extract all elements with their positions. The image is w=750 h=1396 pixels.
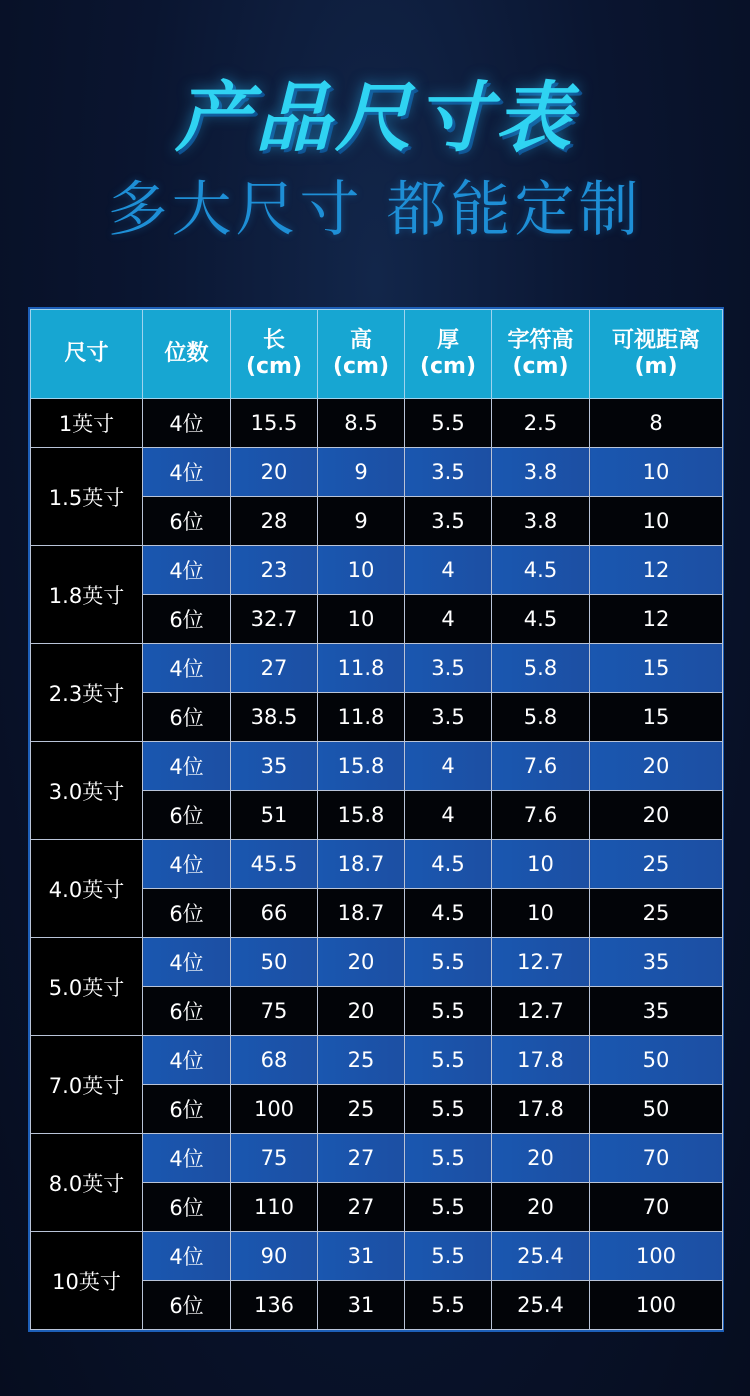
length-cell: 100 — [231, 1085, 318, 1134]
header-height: 高 (cm) — [318, 310, 405, 399]
char-height-cell: 12.7 — [492, 987, 590, 1036]
length-cell: 110 — [231, 1183, 318, 1232]
thickness-cell: 4 — [405, 595, 492, 644]
thickness-cell: 5.5 — [405, 1134, 492, 1183]
thickness-cell: 4 — [405, 546, 492, 595]
length-cell: 66 — [231, 889, 318, 938]
header-digits: 位数 — [143, 310, 231, 399]
height-cell: 27 — [318, 1183, 405, 1232]
char-height-cell: 10 — [492, 889, 590, 938]
length-cell: 38.5 — [231, 693, 318, 742]
digits-cell: 4位 — [143, 1036, 231, 1085]
size-table-container — [28, 307, 724, 1332]
view-distance-cell: 70 — [590, 1134, 723, 1183]
digits-cell: 4位 — [143, 938, 231, 987]
header-char-height: 字符高 (cm) — [492, 310, 590, 399]
view-distance-cell: 70 — [590, 1183, 723, 1232]
size-cell: 7.0英寸 — [31, 1036, 143, 1134]
height-cell: 31 — [318, 1232, 405, 1281]
size-cell: 1英寸 — [31, 399, 143, 448]
height-cell: 15.8 — [318, 791, 405, 840]
thickness-cell: 3.5 — [405, 644, 492, 693]
view-distance-cell: 12 — [590, 546, 723, 595]
char-height-cell: 5.8 — [492, 693, 590, 742]
view-distance-cell: 35 — [590, 938, 723, 987]
view-distance-cell: 15 — [590, 693, 723, 742]
length-cell: 32.7 — [231, 595, 318, 644]
table-body — [31, 399, 723, 1330]
page-title: 产品尺寸表 — [175, 73, 575, 162]
view-distance-cell: 20 — [590, 791, 723, 840]
view-distance-cell: 50 — [590, 1085, 723, 1134]
thickness-cell: 4 — [405, 791, 492, 840]
header-length: 长 (cm) — [231, 310, 318, 399]
thickness-cell: 4.5 — [405, 889, 492, 938]
thickness-cell: 3.5 — [405, 693, 492, 742]
height-cell: 20 — [318, 987, 405, 1036]
char-height-cell: 5.8 — [492, 644, 590, 693]
height-cell: 25 — [318, 1085, 405, 1134]
size-cell: 10英寸 — [31, 1232, 143, 1330]
size-cell: 2.3英寸 — [31, 644, 143, 742]
thickness-cell: 5.5 — [405, 1085, 492, 1134]
view-distance-cell: 25 — [590, 840, 723, 889]
char-height-cell: 3.8 — [492, 448, 590, 497]
digits-cell: 6位 — [143, 1281, 231, 1330]
digits-cell: 4位 — [143, 742, 231, 791]
view-distance-cell: 20 — [590, 742, 723, 791]
char-height-cell: 25.4 — [492, 1281, 590, 1330]
digits-cell: 6位 — [143, 693, 231, 742]
header-thickness: 厚 (cm) — [405, 310, 492, 399]
view-distance-cell: 15 — [590, 644, 723, 693]
height-cell: 8.5 — [318, 399, 405, 448]
char-height-cell: 12.7 — [492, 938, 590, 987]
char-height-cell: 4.5 — [492, 546, 590, 595]
char-height-cell: 17.8 — [492, 1036, 590, 1085]
thickness-cell: 5.5 — [405, 1183, 492, 1232]
char-height-cell: 2.5 — [492, 399, 590, 448]
table-row — [31, 546, 723, 595]
height-cell: 25 — [318, 1036, 405, 1085]
table-row — [31, 742, 723, 791]
table-row — [31, 1232, 723, 1281]
height-cell: 10 — [318, 546, 405, 595]
length-cell: 75 — [231, 987, 318, 1036]
height-cell: 20 — [318, 938, 405, 987]
size-table — [30, 309, 723, 1330]
digits-cell: 6位 — [143, 595, 231, 644]
digits-cell: 4位 — [143, 399, 231, 448]
length-cell: 20 — [231, 448, 318, 497]
length-cell: 45.5 — [231, 840, 318, 889]
table-row — [31, 399, 723, 448]
view-distance-cell: 12 — [590, 595, 723, 644]
table-row — [31, 1036, 723, 1085]
view-distance-cell: 100 — [590, 1281, 723, 1330]
height-cell: 31 — [318, 1281, 405, 1330]
length-cell: 136 — [231, 1281, 318, 1330]
digits-cell: 4位 — [143, 840, 231, 889]
view-distance-cell: 100 — [590, 1232, 723, 1281]
height-cell: 18.7 — [318, 889, 405, 938]
char-height-cell: 20 — [492, 1134, 590, 1183]
height-cell: 15.8 — [318, 742, 405, 791]
digits-cell: 6位 — [143, 1183, 231, 1232]
digits-cell: 4位 — [143, 1134, 231, 1183]
view-distance-cell: 8 — [590, 399, 723, 448]
char-height-cell: 4.5 — [492, 595, 590, 644]
thickness-cell: 5.5 — [405, 399, 492, 448]
thickness-cell: 5.5 — [405, 1281, 492, 1330]
length-cell: 50 — [231, 938, 318, 987]
digits-cell: 6位 — [143, 889, 231, 938]
length-cell: 28 — [231, 497, 318, 546]
header-size: 尺寸 — [31, 310, 143, 399]
height-cell: 10 — [318, 595, 405, 644]
height-cell: 9 — [318, 497, 405, 546]
thickness-cell: 4 — [405, 742, 492, 791]
char-height-cell: 7.6 — [492, 742, 590, 791]
table-row — [31, 448, 723, 497]
table-row — [31, 1134, 723, 1183]
thickness-cell: 5.5 — [405, 1036, 492, 1085]
size-cell: 1.8英寸 — [31, 546, 143, 644]
table-row — [31, 840, 723, 889]
char-height-cell: 10 — [492, 840, 590, 889]
size-cell: 5.0英寸 — [31, 938, 143, 1036]
char-height-cell: 25.4 — [492, 1232, 590, 1281]
header-view-distance: 可视距离 (m) — [590, 310, 723, 399]
digits-cell: 6位 — [143, 987, 231, 1036]
height-cell: 18.7 — [318, 840, 405, 889]
char-height-cell: 17.8 — [492, 1085, 590, 1134]
length-cell: 27 — [231, 644, 318, 693]
digits-cell: 4位 — [143, 546, 231, 595]
length-cell: 35 — [231, 742, 318, 791]
view-distance-cell: 10 — [590, 448, 723, 497]
char-height-cell: 7.6 — [492, 791, 590, 840]
length-cell: 68 — [231, 1036, 318, 1085]
length-cell: 51 — [231, 791, 318, 840]
height-cell: 11.8 — [318, 644, 405, 693]
view-distance-cell: 25 — [590, 889, 723, 938]
thickness-cell: 3.5 — [405, 448, 492, 497]
length-cell: 75 — [231, 1134, 318, 1183]
char-height-cell: 3.8 — [492, 497, 590, 546]
height-cell: 11.8 — [318, 693, 405, 742]
digits-cell: 4位 — [143, 1232, 231, 1281]
digits-cell: 4位 — [143, 448, 231, 497]
thickness-cell: 5.5 — [405, 1232, 492, 1281]
length-cell: 90 — [231, 1232, 318, 1281]
thickness-cell: 3.5 — [405, 497, 492, 546]
length-cell: 15.5 — [231, 399, 318, 448]
page-subtitle: 多大尺寸 都能定制 — [107, 175, 643, 245]
length-cell: 23 — [231, 546, 318, 595]
size-cell: 4.0英寸 — [31, 840, 143, 938]
digits-cell: 6位 — [143, 497, 231, 546]
thickness-cell: 5.5 — [405, 987, 492, 1036]
thickness-cell: 5.5 — [405, 938, 492, 987]
size-cell: 8.0英寸 — [31, 1134, 143, 1232]
height-cell: 9 — [318, 448, 405, 497]
table-row — [31, 938, 723, 987]
view-distance-cell: 35 — [590, 987, 723, 1036]
digits-cell: 6位 — [143, 791, 231, 840]
size-cell: 1.5英寸 — [31, 448, 143, 546]
digits-cell: 6位 — [143, 1085, 231, 1134]
view-distance-cell: 10 — [590, 497, 723, 546]
thickness-cell: 4.5 — [405, 840, 492, 889]
size-cell: 3.0英寸 — [31, 742, 143, 840]
table-header-row — [31, 310, 723, 399]
digits-cell: 4位 — [143, 644, 231, 693]
table-row — [31, 644, 723, 693]
view-distance-cell: 50 — [590, 1036, 723, 1085]
height-cell: 27 — [318, 1134, 405, 1183]
char-height-cell: 20 — [492, 1183, 590, 1232]
